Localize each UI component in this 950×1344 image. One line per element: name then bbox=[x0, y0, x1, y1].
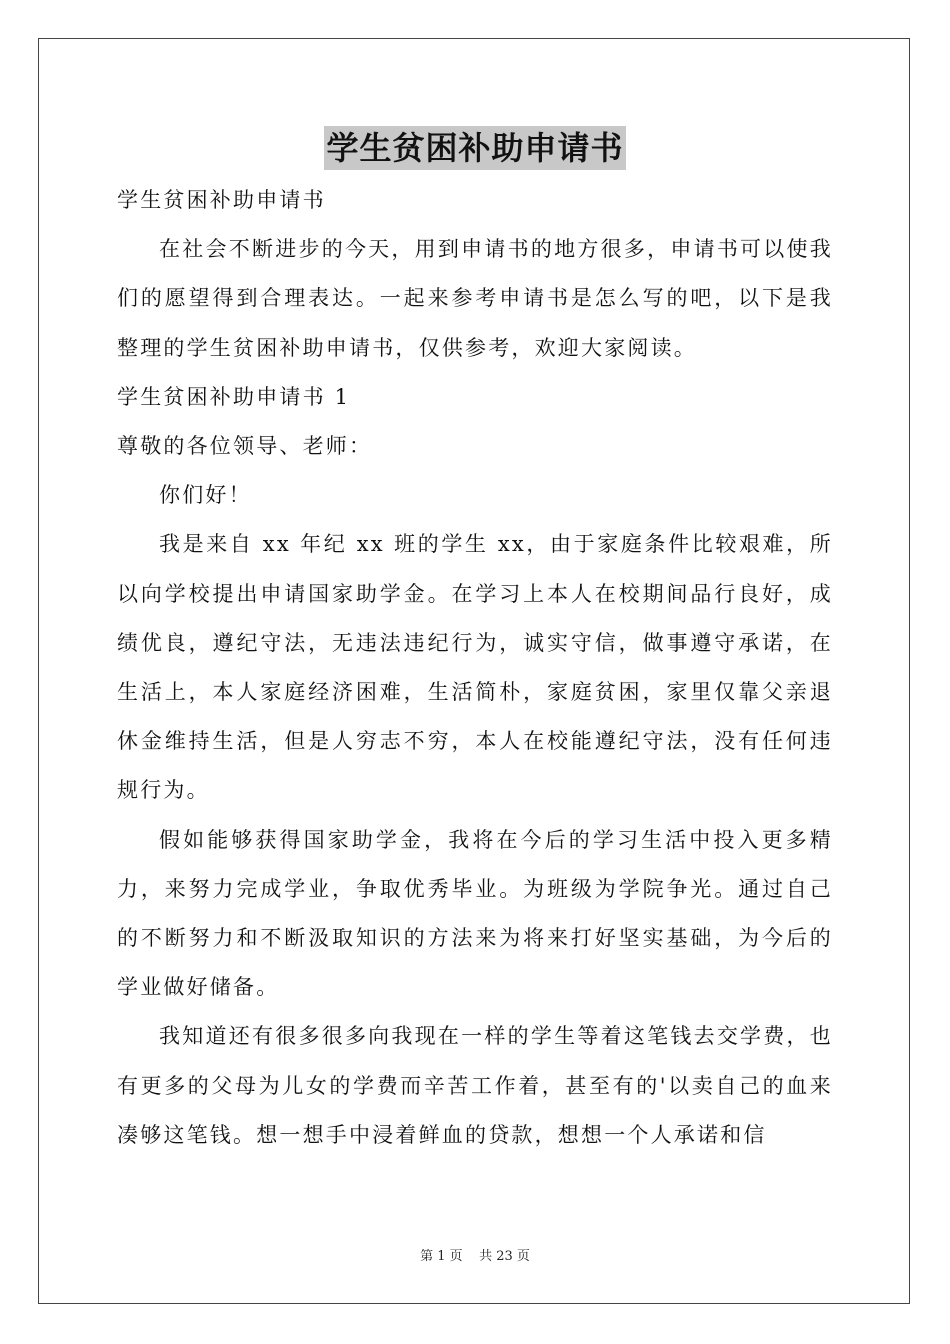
paragraph-body-3: 我知道还有很多很多向我现在一样的学生等着这笔钱去交学费，也有更多的父母为儿女的学费而辛苦工作着，甚至有的'以卖自己的血来凑够这笔钱。想一想手中浸着鲜血的贷款，想想一个人承诺和信 bbox=[117, 1024, 833, 1147]
document-title: 学生贫困补助申请书 bbox=[324, 126, 625, 170]
paragraph-heading-1: 学生贫困补助申请书 1 bbox=[117, 384, 351, 409]
title-container bbox=[0, 126, 950, 170]
paragraph-subtitle: 学生贫困补助申请书 bbox=[117, 188, 326, 212]
paragraph-body-1: 我是来自 xx 年纪 xx 班的学生 xx，由于家庭条件比较艰难，所以向学校提出申请国家助学金。在学习上本人在校期间品行良好，成绩优良，遵纪守法，无违法违纪行为，诚实守信，做事遵守承诺，在生活上，本人家庭经济困难，生活简朴，家庭贫困，家里仅靠父亲退休金维持生活，但是人穷志不穷，本人在校能遵纪守法，没有任何违规行为。 bbox=[117, 532, 833, 803]
paragraph-greeting: 你们好！ bbox=[159, 483, 252, 508]
page-number: 第 1 页 共 23 页 bbox=[420, 1249, 530, 1264]
paragraph-body-2: 假如能够获得国家助学金，我将在今后的学习生活中投入更多精力，来努力完成学业，争取优秀毕业。为班级为学院争光。通过自己的不断努力和不断汲取知识的方法来为将来打好坚实基础，为今后的学业做好储备。 bbox=[117, 827, 833, 1000]
document-body bbox=[117, 176, 833, 1160]
paragraph-salutation: 尊敬的各位领导、老师： bbox=[117, 434, 373, 459]
page-footer bbox=[0, 1248, 950, 1266]
paragraph-intro: 在社会不断进步的今天，用到申请书的地方很多，申请书可以使我们的愿望得到合理表达。一起来参考申请书是怎么写的吧，以下是我整理的学生贫困补助申请书，仅供参考，欢迎大家阅读。 bbox=[117, 237, 833, 360]
